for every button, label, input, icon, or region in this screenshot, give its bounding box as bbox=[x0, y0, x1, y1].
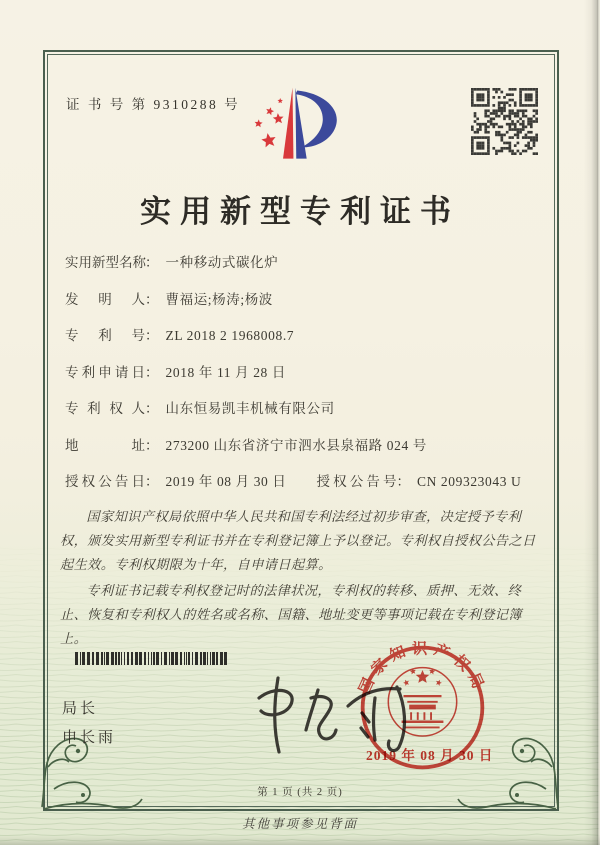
page-number: 第 1 页 (共 2 页) bbox=[257, 787, 343, 798]
field-value: 曹福运;杨涛;杨波 bbox=[165, 291, 273, 307]
field-value: 山东恒易凯丰机械有限公司 bbox=[165, 401, 335, 416]
field-row-inventors bbox=[65, 289, 545, 311]
field-label: 授权公告日 bbox=[65, 474, 145, 489]
field-label: 专利权人 bbox=[65, 401, 145, 416]
field-colon: ： bbox=[145, 328, 159, 343]
certificate-number: 证 书 号 第 9310288 号 bbox=[66, 97, 241, 112]
seal-ring-text: 国家知识产权局 bbox=[356, 641, 489, 697]
field-label: 发明人 bbox=[65, 291, 145, 307]
field-colon: ： bbox=[145, 474, 159, 489]
field-value: 2019 年 08 月 30 日 bbox=[165, 474, 287, 489]
field-row-filing-date bbox=[65, 362, 545, 384]
field-label: 专利号 bbox=[65, 328, 145, 343]
field-value: 一种移动式碳化炉 bbox=[165, 255, 279, 270]
grant-number-group bbox=[316, 471, 521, 493]
logo-star-1 bbox=[277, 98, 282, 103]
cnipa-patent-logo-icon bbox=[249, 80, 353, 170]
field-label: 专利申请日 bbox=[65, 364, 145, 380]
field-row-address bbox=[65, 435, 545, 457]
field-colon: ： bbox=[145, 291, 159, 307]
logo-blue-triangle bbox=[295, 88, 306, 159]
seal-national-emblem bbox=[402, 668, 444, 727]
field-list bbox=[65, 252, 545, 508]
officer-title: 局长 bbox=[62, 701, 99, 717]
legal-paragraph-1: 国家知识产权局依照中华人民共和国专利法经过初步审查，决定授予专利权，颁发实用新型专利证书并在专利登记簿上予以登记。专利权自授权公告之日起生效。专利权期限为十年，自申请日起算。 bbox=[60, 509, 536, 572]
logo-star-4 bbox=[255, 119, 263, 127]
logo-red-triangle bbox=[283, 88, 293, 159]
qr-code-icon bbox=[471, 88, 538, 155]
field-colon: ： bbox=[396, 474, 410, 489]
field-label: 实用新型名称 bbox=[65, 255, 146, 270]
logo-star-3 bbox=[273, 113, 284, 123]
field-colon: ： bbox=[145, 401, 159, 416]
field-value: 2018 年 11 月 28 日 bbox=[165, 364, 286, 380]
field-colon: ： bbox=[145, 364, 159, 380]
legal-text bbox=[60, 505, 546, 653]
logo-star-5 bbox=[261, 133, 275, 147]
field-value: 273200 山东省济宁市泗水县泉福路 024 号 bbox=[165, 437, 427, 453]
certificate-title: 实用新型专利证书 bbox=[140, 194, 460, 229]
field-label: 地址 bbox=[65, 437, 145, 453]
legal-paragraph-2: 专利证书记载专利权登记时的法律状况，专利权的转移、质押、无效、终止、恢复和专利权人的姓名或名称、国籍、地址变更等事项记载在专利登记簿上。 bbox=[60, 583, 522, 646]
field-row-grant bbox=[65, 471, 545, 493]
logo-star-2 bbox=[266, 107, 274, 115]
officer-name: 申长雨 bbox=[62, 730, 117, 746]
field-row-patentee bbox=[65, 398, 545, 420]
barcode-icon bbox=[75, 652, 228, 665]
field-value: ZL 2018 2 1968008.7 bbox=[165, 328, 295, 343]
field-label: 授权公告号 bbox=[316, 474, 397, 489]
seal-date: 2019 年 08 月 30 日 bbox=[366, 748, 494, 763]
back-side-note: 其他事项参见背面 bbox=[241, 817, 358, 831]
field-row-name bbox=[65, 252, 545, 274]
field-colon: ： bbox=[145, 255, 159, 270]
field-value: CN 209323043 U bbox=[416, 474, 522, 489]
field-row-patent-number bbox=[65, 325, 545, 347]
field-colon: ： bbox=[145, 437, 159, 453]
officer-block bbox=[62, 695, 116, 753]
